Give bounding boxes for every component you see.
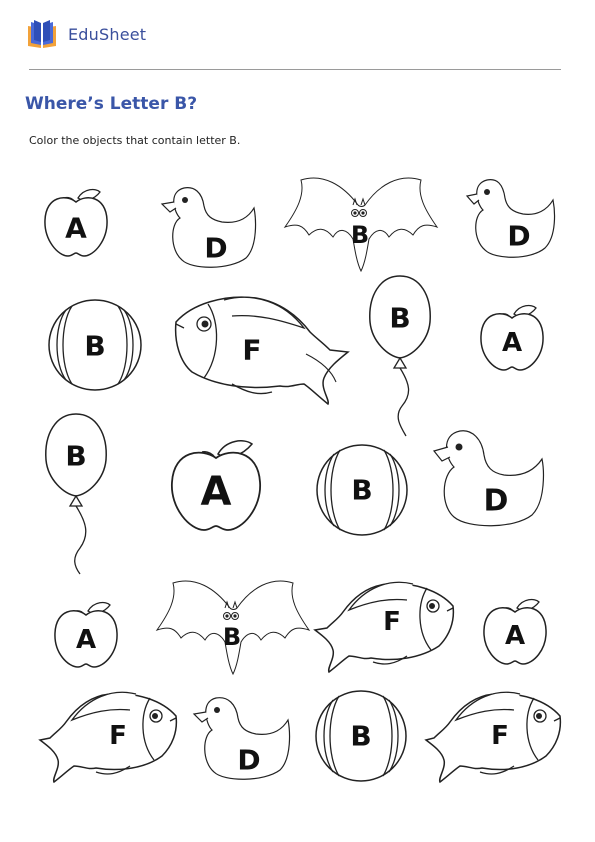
fish-f-3[interactable] xyxy=(38,688,180,783)
duck-d-1[interactable] xyxy=(160,178,260,273)
bat-b-1[interactable] xyxy=(283,155,438,273)
object-letter: B xyxy=(350,719,372,753)
balloon-b-1[interactable] xyxy=(366,274,434,439)
object-letter: A xyxy=(504,621,526,651)
object-letter: B xyxy=(350,221,370,249)
object-letter: D xyxy=(507,219,531,253)
object-letter: B xyxy=(84,329,106,363)
worksheet-title: Where’s Letter B? xyxy=(25,94,198,114)
object-letter: A xyxy=(75,625,97,655)
object-letter: B xyxy=(351,473,373,507)
apple-a-3[interactable] xyxy=(168,432,264,536)
apple-a-4[interactable] xyxy=(50,595,122,673)
object-letter: A xyxy=(200,469,232,515)
apple-a-2[interactable] xyxy=(476,298,548,376)
apple-a-1[interactable] xyxy=(40,180,112,262)
object-letter: F xyxy=(491,721,509,751)
object-letter: D xyxy=(237,743,261,777)
object-letter: B xyxy=(222,623,242,651)
duck-d-3[interactable] xyxy=(432,425,548,533)
open-book-icon xyxy=(26,18,58,50)
apple-a-5[interactable] xyxy=(479,592,551,668)
object-letter: F xyxy=(109,721,127,751)
ball-b-2[interactable] xyxy=(314,442,410,538)
object-letter: A xyxy=(65,211,87,245)
fish-f-2[interactable] xyxy=(312,578,457,673)
ball-b-1[interactable] xyxy=(46,298,144,392)
fish-f-4[interactable] xyxy=(424,688,564,783)
object-letter: D xyxy=(483,483,509,519)
balloon-b-2[interactable] xyxy=(42,412,110,577)
object-letter: F xyxy=(242,333,262,367)
ball-b-3[interactable] xyxy=(313,688,409,784)
fish-f-1[interactable] xyxy=(172,292,352,407)
duck-d-4[interactable] xyxy=(192,690,294,786)
header xyxy=(26,18,146,50)
object-letter: A xyxy=(501,328,523,358)
worksheet-instruction: Color the objects that contain letter B. xyxy=(29,134,241,147)
duck-d-2[interactable] xyxy=(465,172,560,262)
object-letter: B xyxy=(65,439,87,473)
object-letter: D xyxy=(204,231,228,265)
header-divider xyxy=(29,69,561,70)
bat-b-2[interactable] xyxy=(155,558,310,676)
object-letter: F xyxy=(383,607,401,637)
object-letter: B xyxy=(389,301,411,335)
brand-name: EduSheet xyxy=(68,24,147,44)
